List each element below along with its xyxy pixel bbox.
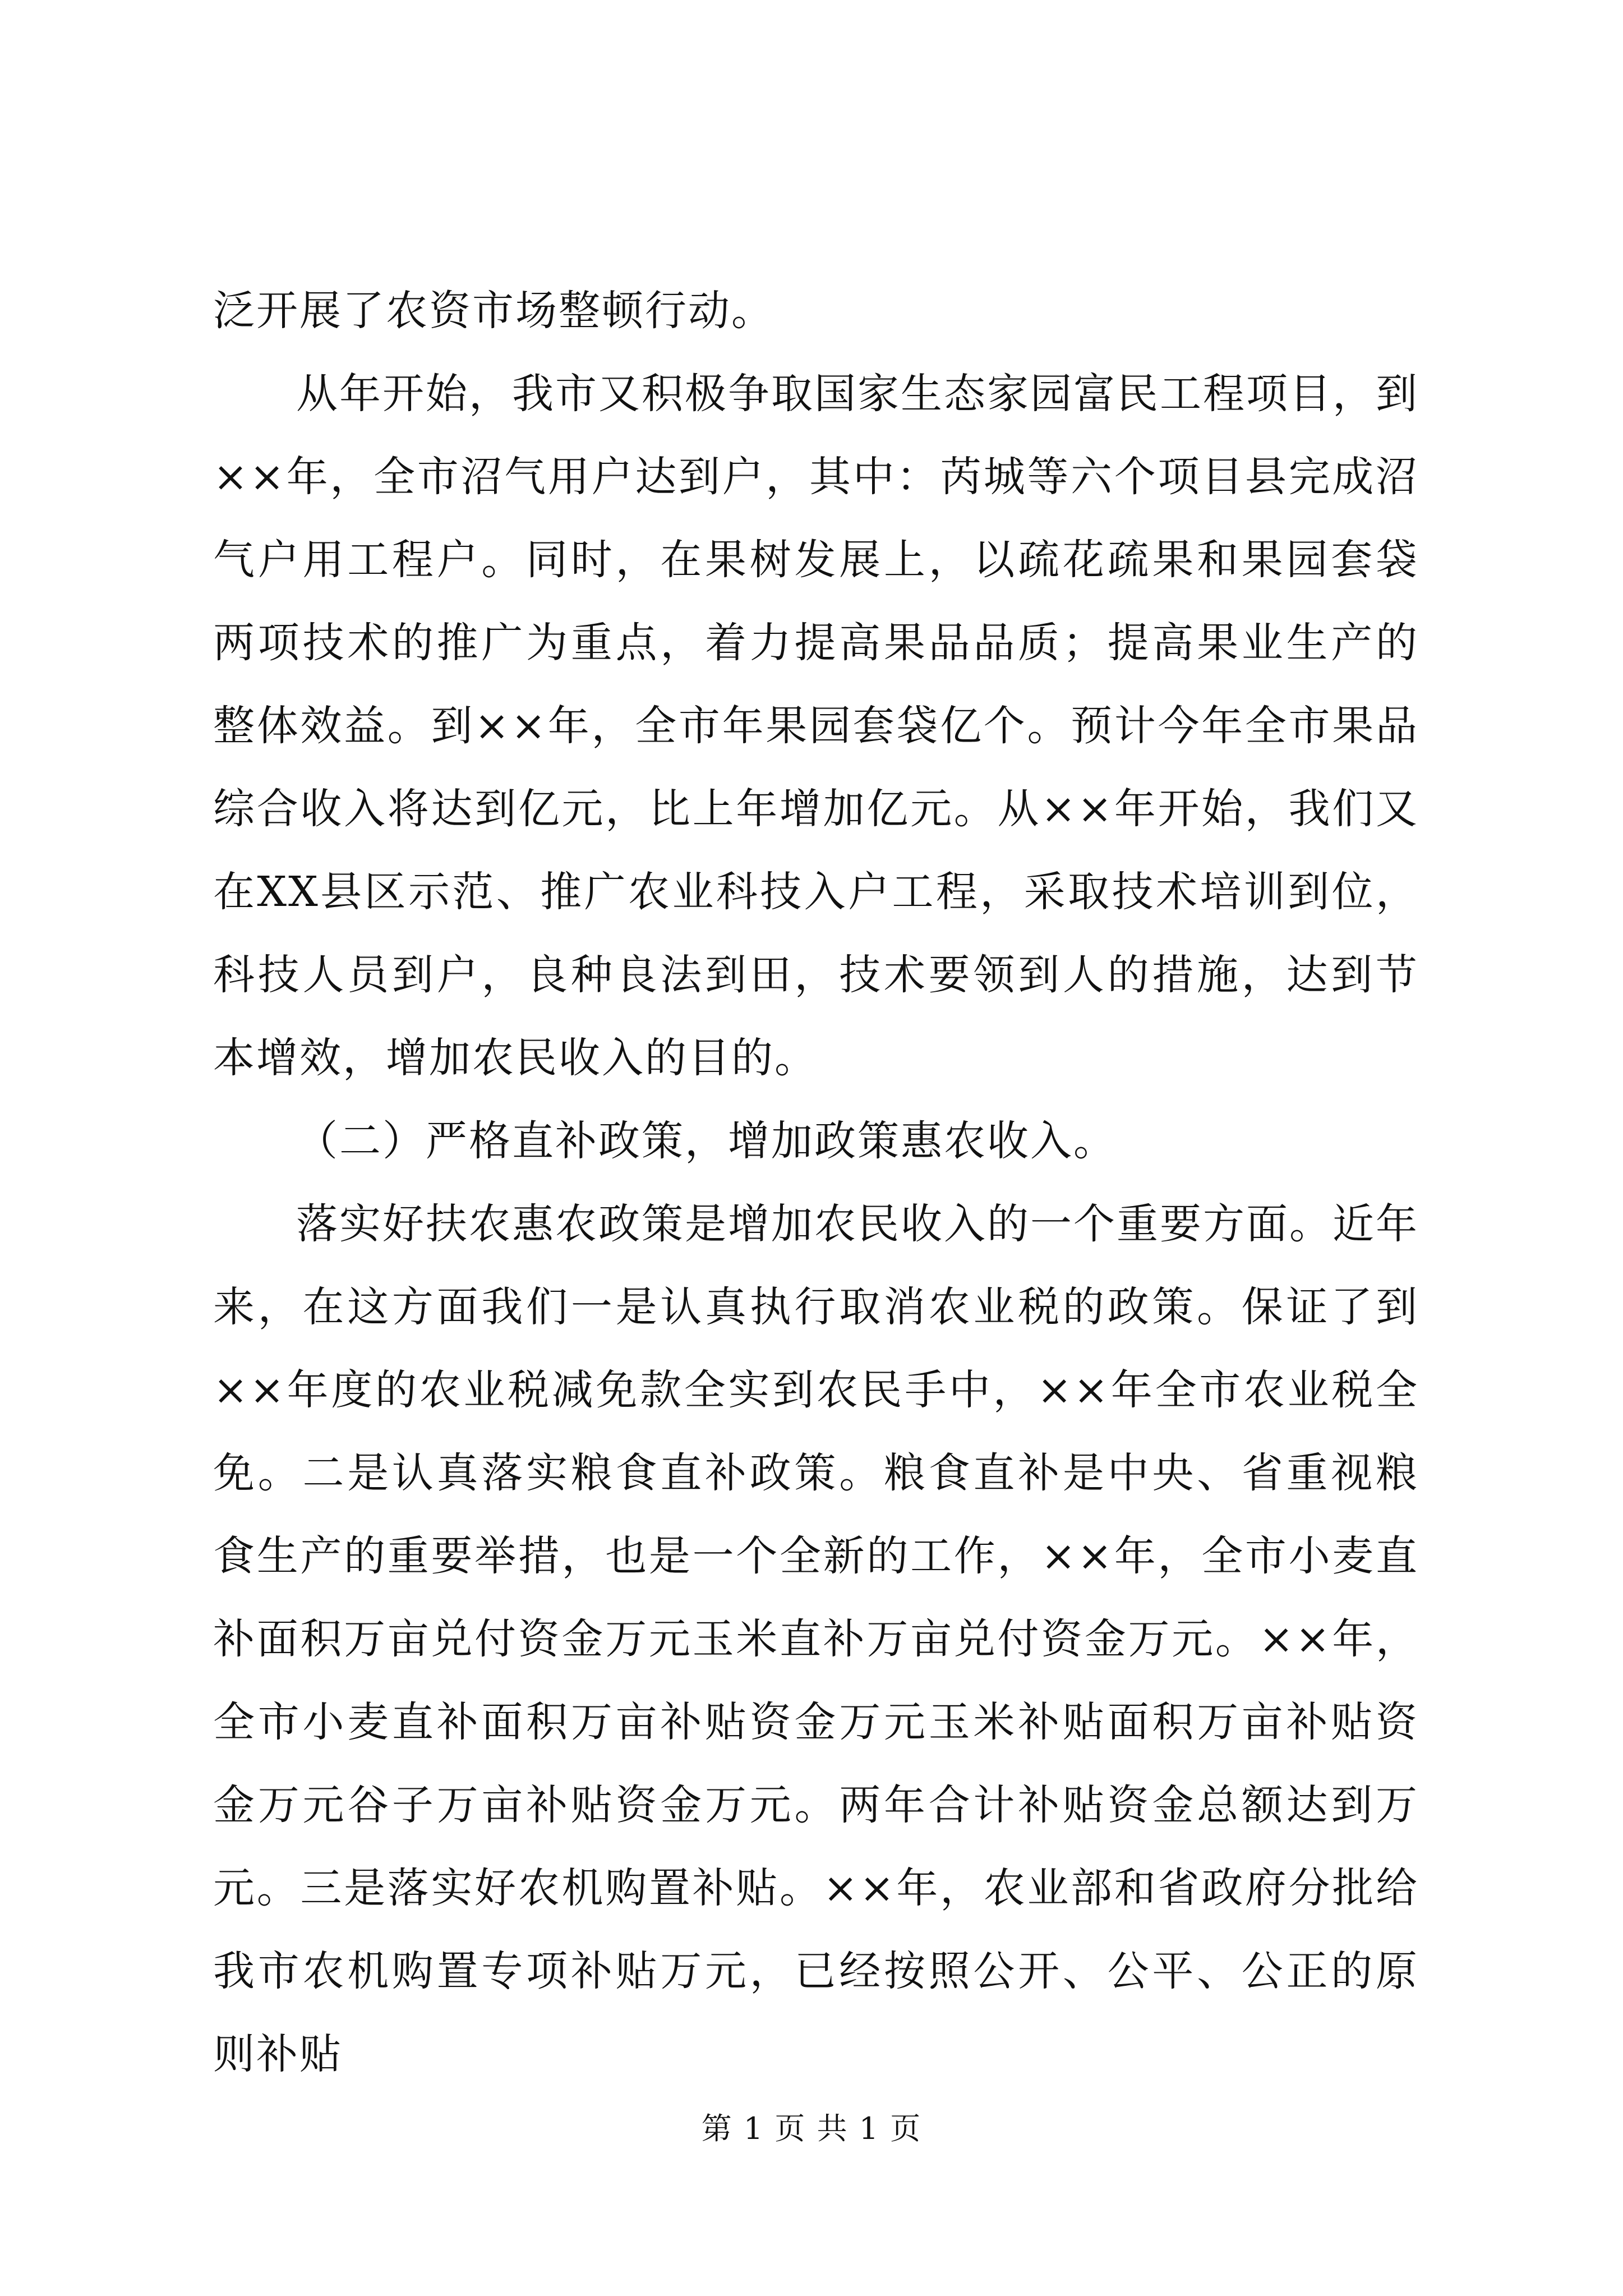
- document-body: [213, 269, 1419, 2096]
- paragraph-continuation: 泛开展了农资市场整顿行动。: [213, 287, 774, 335]
- page-footer: 第 1 页 共 1 页: [701, 2111, 922, 2146]
- paragraph-biogas-fruit: 从年开始，我市又积极争取国家生态家园富民工程项目，到××年，全市沼气用户达到户，其中：芮城等六个项目县完成沼气户用工程户。同时，在果树发展上，以疏花疏果和果园套袋两项技术的推广为重点，着力提高果品品质；提高果业生产的整体效益。到××年，全市年果园套袋亿个。预计今年全市果品综合收入将达到亿元，比上年增加亿元。从××年开始，我们又在XX县区示范、推广农业科技入户工程，采取技术培训到位，科技人员到户，良种良法到田，技术要领到人的措施，达到节本增效，增加农民收入的目的。: [213, 370, 1419, 1082]
- section-heading-subsidy: （二）严格直补政策，增加政策惠农收入。: [296, 1117, 1117, 1165]
- paragraph-subsidy-policy: 落实好扶农惠农政策是增加农民收入的一个重要方面。近年来，在这方面我们一是认真执行取消农业税的政策。保证了到××年度的农业税减免款全实到农民手中，××年全市农业税全免。二是认真落实粮食直补政策。粮食直补是中央、省重视粮食生产的重要举措，也是一个全新的工作，××年，全市小麦直补面积万亩兑付资金万元玉米直补万亩兑付资金万元。××年，全市小麦直补面积万亩补贴资金万元玉米补贴面积万亩补贴资金万元谷子万亩补贴资金万元。两年合计补贴资金总额达到万元。三是落实好农机购置补贴。××年，农业部和省政府分批给我市农机购置专项补贴万元，已经按照公开、公平、公正的原则补贴: [213, 1200, 1419, 2078]
